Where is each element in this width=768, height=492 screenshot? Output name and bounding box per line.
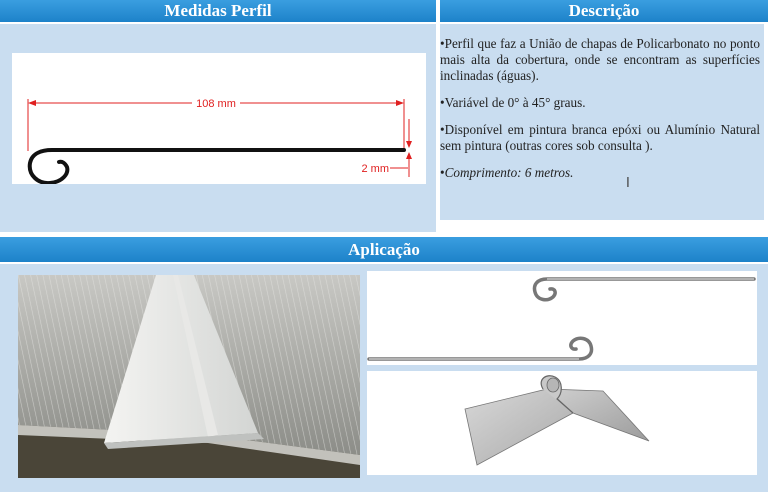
desc-item-1: •Perfil que faz a União de chapas de Policarbonato no ponto mais alta da cobertura, onde se encontram as superfícies inclinadas (águas). [440, 36, 760, 83]
profile-view-bottom [369, 338, 592, 359]
profile-2d-views-card [367, 271, 757, 365]
medidas-panel [0, 24, 436, 232]
header-medidas-perfil: Medidas Perfil [0, 0, 436, 22]
header-aplicacao: Aplicação [0, 237, 768, 262]
desc-item-4: •Comprimento: 6 metros. [440, 165, 574, 180]
desc-item-2: •Variável de 0° à 45° graus. [440, 95, 586, 110]
dim-arrow-right [396, 100, 404, 106]
dim-arrow-left [28, 100, 36, 106]
header-descricao: Descrição [440, 0, 768, 22]
desc-item-3: •Disponível em pintura branca epóxi ou Alumínio Natural sem pintura (outras cores sob consulta ). [440, 122, 760, 153]
profile-view-top [535, 279, 755, 300]
profile-shape [30, 150, 404, 183]
descricao-panel [440, 24, 764, 220]
profile-3d-view-card [367, 371, 757, 475]
roof-photo [18, 275, 360, 478]
height-label: 2 mm [361, 163, 389, 175]
profile-drawing [12, 53, 426, 184]
text-cursor-icon: I [626, 176, 630, 191]
profile-drawing-card [12, 53, 426, 184]
length-label: 108 mm [196, 98, 236, 110]
